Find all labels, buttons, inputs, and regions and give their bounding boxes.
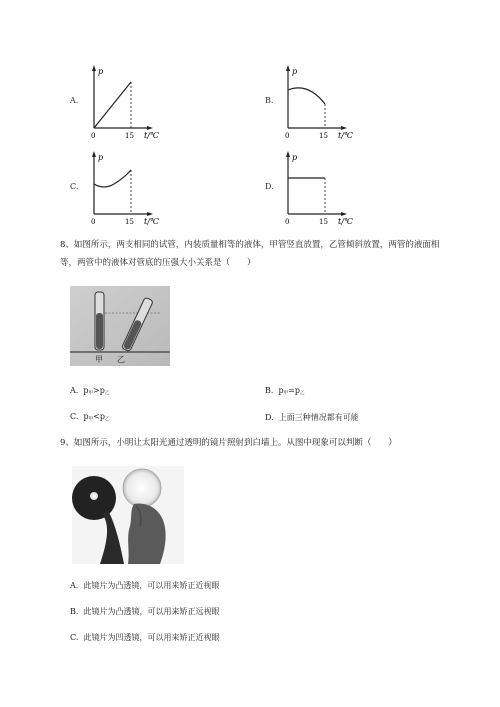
q8-option-b[interactable]: B. $p_甲=p_乙$ [265, 386, 305, 396]
graph-c-mark: 15 [125, 218, 134, 226]
test-tubes-photo [70, 286, 170, 366]
option-a-letter: A. [70, 96, 79, 105]
graph-c-origin: 0 [91, 218, 96, 226]
graph-d-xlabel: t/℃ [338, 217, 353, 226]
q8-line-2: 等，两管中的液体对管底的压强大小关系是（ ） [60, 258, 256, 268]
graph-c [82, 146, 222, 241]
q9-option-c[interactable]: C. 此镜片为凹透镜，可以用来矫正近视眼 [70, 633, 220, 642]
graph-a [82, 60, 222, 155]
option-d-letter: D. [265, 182, 274, 191]
graph-c-ylabel: p [98, 153, 104, 162]
q8-option-c[interactable]: C. $p_甲<p_乙$ [70, 412, 110, 422]
graph-a-origin: 0 [91, 132, 96, 140]
tube-label-jia: 甲 [95, 355, 103, 364]
graph-b [276, 60, 416, 155]
graph-d-mark: 15 [319, 218, 328, 226]
option-b-letter: B. [265, 96, 274, 105]
graph-a-ylabel: p [98, 67, 104, 76]
q8-option-d[interactable]: D. 上面三种情况都有可能 [265, 413, 359, 422]
graph-b-origin: 0 [285, 132, 290, 140]
q8-option-a[interactable]: A. $p_甲>p_乙$ [70, 386, 110, 396]
lens-photo [72, 466, 184, 564]
graph-c-xlabel: t/℃ [144, 217, 159, 226]
graph-d [276, 146, 416, 241]
graph-b-ylabel: p [292, 67, 298, 76]
graph-a-xlabel: t/℃ [144, 131, 159, 140]
q8-line-1: 8、如图所示，两支相同的试管，内装质量相等的液体，甲管竖直放置，乙管倾斜放置，两管的液面相 [60, 240, 440, 250]
q9-line-1: 9、如图所示，小明让太阳光通过透明的镜片照射到白墙上。从图中现象可以判断（ ） [60, 438, 397, 448]
q9-option-b[interactable]: B. 此镜片为凸透镜，可以用来矫正远视眼 [70, 607, 220, 616]
q9-option-a[interactable]: A. 此镜片为凸透镜，可以用来矫正近视眼 [70, 581, 220, 590]
graph-d-origin: 0 [285, 218, 290, 226]
graph-a-mark: 15 [125, 132, 134, 140]
graph-a-curve [94, 82, 131, 128]
graph-b-mark: 15 [319, 132, 328, 140]
graph-c-curve [94, 170, 131, 187]
graph-b-curve [288, 88, 325, 104]
tube-label-yi: 乙 [117, 355, 125, 364]
graph-d-ylabel: p [292, 153, 298, 162]
graph-b-xlabel: t/℃ [338, 131, 353, 140]
option-c-letter: C. [70, 182, 79, 191]
